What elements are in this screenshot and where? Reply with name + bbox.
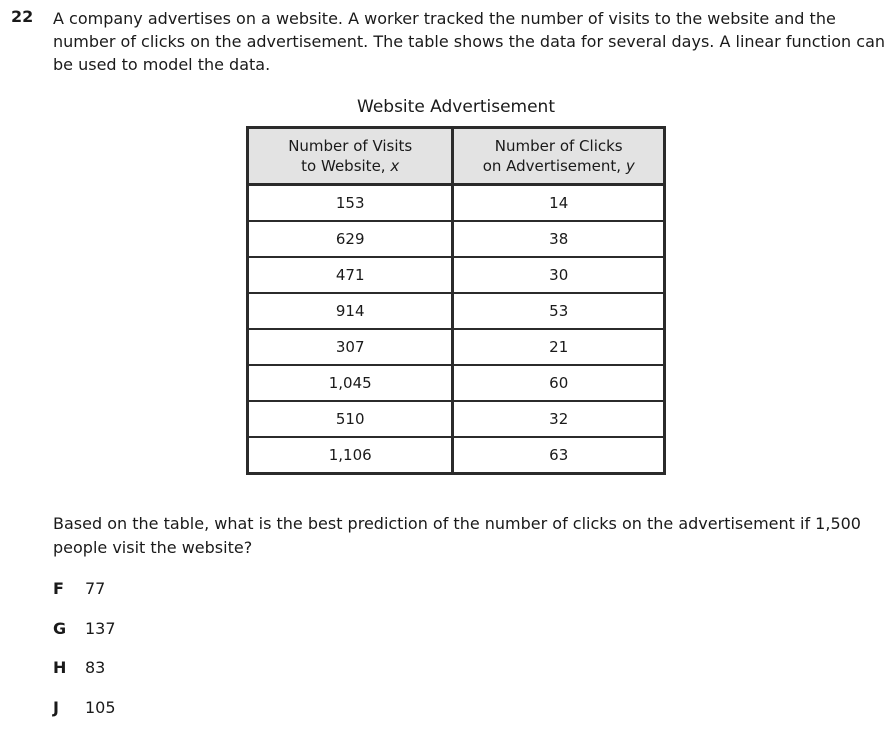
choice-value: 77	[85, 579, 106, 598]
choice-letter: F	[53, 579, 64, 598]
clicks-cell: 21	[453, 329, 665, 365]
visits-header-line1: Number of Visits	[288, 137, 413, 155]
table-header-row	[248, 128, 665, 185]
choice-letter: J	[53, 698, 59, 717]
visits-cell: 471	[248, 257, 453, 293]
visits-cell: 1,045	[248, 365, 453, 401]
visits-cell: 510	[248, 401, 453, 437]
visits-column-header	[248, 128, 453, 185]
clicks-variable: y	[625, 157, 635, 175]
choice-value: 83	[85, 658, 106, 677]
clicks-cell: 30	[453, 257, 665, 293]
clicks-cell: 32	[453, 401, 665, 437]
answer-choice-j[interactable]	[53, 697, 116, 719]
clicks-cell: 60	[453, 365, 665, 401]
table-row	[248, 365, 665, 401]
table-row	[248, 329, 665, 365]
answer-choice-f[interactable]	[53, 578, 105, 600]
table-row	[248, 257, 665, 293]
table-row	[248, 221, 665, 257]
visits-cell: 629	[248, 221, 453, 257]
choice-value: 137	[85, 619, 116, 638]
choice-value: 105	[85, 698, 116, 717]
question-stem: A company advertises on a website. A worker tracked the number of visits to the website and the number of clicks on the advertisement. The table shows the data for several days. A linear function can be used to model the data.	[53, 9, 886, 74]
choice-letter: G	[53, 619, 67, 638]
table-title: Website Advertisement	[357, 97, 555, 117]
clicks-header-line2: on Advertisement,	[482, 157, 626, 175]
clicks-column-header	[453, 128, 665, 185]
visits-cell: 307	[248, 329, 453, 365]
table-row	[248, 437, 665, 474]
clicks-cell: 38	[453, 221, 665, 257]
visits-variable: x	[390, 157, 400, 175]
visits-cell: 914	[248, 293, 453, 329]
question-number: 22	[11, 7, 34, 26]
choice-letter: H	[53, 658, 67, 677]
clicks-cell: 63	[453, 437, 665, 474]
clicks-cell: 53	[453, 293, 665, 329]
data-table	[246, 126, 666, 475]
clicks-cell: 14	[453, 185, 665, 222]
table-row	[248, 401, 665, 437]
answer-choice-h[interactable]	[53, 657, 105, 679]
visits-header-line2: to Website,	[301, 157, 391, 175]
question-prompt: Based on the table, what is the best prediction of the number of clicks on the advertisement if 1,500 people visit the website?	[53, 514, 861, 557]
answer-choice-g[interactable]	[53, 618, 116, 640]
table-row	[248, 185, 665, 222]
visits-cell: 1,106	[248, 437, 453, 474]
table-row	[248, 293, 665, 329]
clicks-header-line1: Number of Clicks	[494, 137, 623, 155]
visits-cell: 153	[248, 185, 453, 222]
